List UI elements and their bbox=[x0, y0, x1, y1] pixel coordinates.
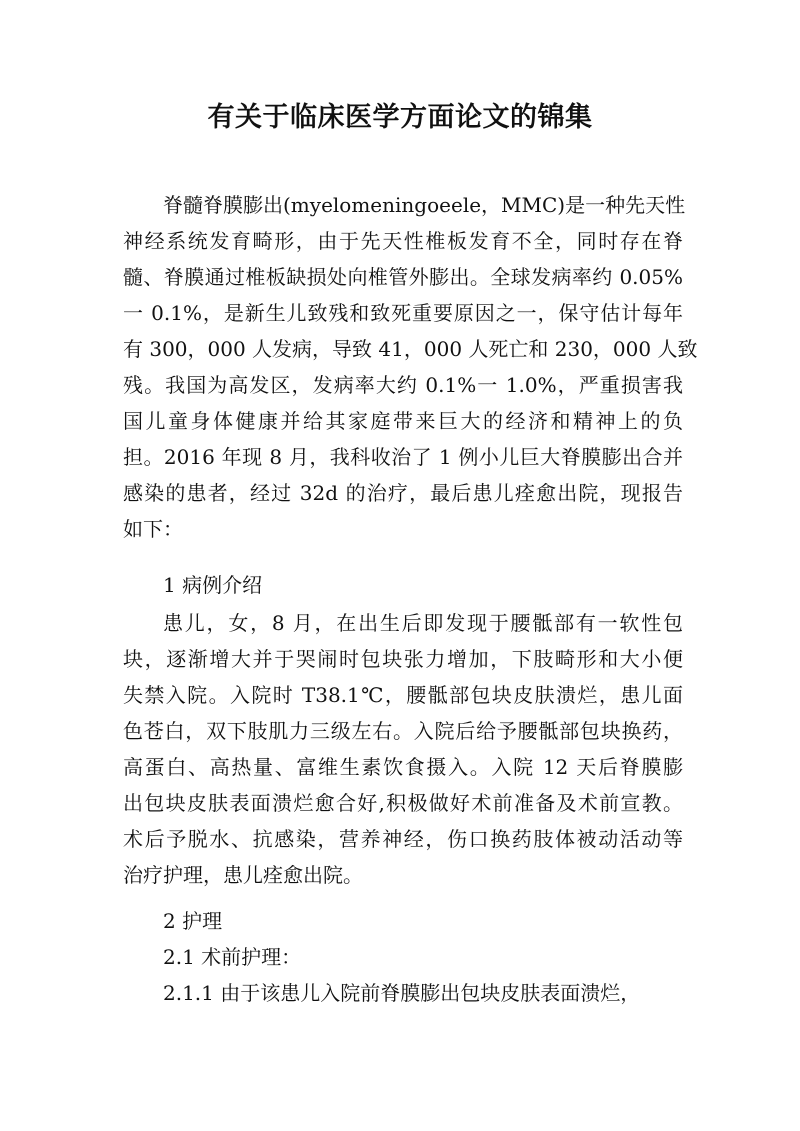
body-line: 治疗护理，患儿痊愈出院。 bbox=[123, 863, 363, 887]
body-line: 块，逐渐增大并于哭闹时包块张力增加，下肢畸形和大小便 bbox=[123, 647, 683, 671]
subsection-line: 2.1.1 由于该患儿入院前脊膜膨出包块皮肤表面溃烂， bbox=[163, 981, 641, 1005]
body-line: 国儿童身体健康并给其家庭带来巨大的经济和精神上的负 bbox=[123, 409, 683, 433]
body-line: 神经系统发育畸形，由于先天性椎板发育不全，同时存在脊 bbox=[123, 229, 683, 253]
body-line: 术后予脱水、抗感染，营养神经，伤口换药肢体被动活动等 bbox=[123, 827, 683, 851]
body-line: 失禁入院。入院时 T38.1℃，腰骶部包块皮肤溃烂，患儿面 bbox=[123, 683, 683, 707]
body-line: 残。我国为高发区，发病率大约 0.1%一 1.0%，严重损害我 bbox=[123, 373, 683, 397]
body-line: 出包块皮肤表面溃烂愈合好,积极做好术前准备及术前宣教。 bbox=[123, 791, 683, 815]
body-line: 有 300，000 人发病，导致 41，000 人死亡和 230，000 人致 bbox=[123, 337, 698, 361]
body-line: 担。2016 年现 8 月，我科收治了 1 例小儿巨大脊膜膨出合并 bbox=[123, 445, 683, 469]
section-heading: 1 病例介绍 bbox=[163, 573, 263, 597]
subsection-heading: 2.1 术前护理： bbox=[163, 945, 302, 969]
section-heading: 2 护理 bbox=[163, 909, 223, 933]
body-line: 高蛋白、高热量、富维生素饮食摄入。入院 12 天后脊膜膨 bbox=[123, 755, 683, 779]
body-line: 如下： bbox=[123, 517, 183, 541]
document-title: 有关于临床医学方面论文的锦集 bbox=[207, 102, 593, 133]
body-line: 脊髓脊膜膨出(myelomeningoeele，MMC)是一种先天性 bbox=[163, 193, 686, 217]
body-line: 色苍白，双下肢肌力三级左右。入院后给予腰骶部包块换药， bbox=[123, 719, 683, 743]
body-line: 髓、脊膜通过椎板缺损处向椎管外膨出。全球发病率约 0.05% bbox=[123, 265, 683, 289]
body-line: 患儿，女，8 月，在出生后即发现于腰骶部有一软性包 bbox=[163, 611, 683, 635]
body-line: 感染的患者，经过 32d 的治疗，最后患儿痊愈出院，现报告 bbox=[123, 481, 683, 505]
body-line: 一 0.1%，是新生儿致残和致死重要原因之一，保守估计每年 bbox=[123, 301, 683, 325]
